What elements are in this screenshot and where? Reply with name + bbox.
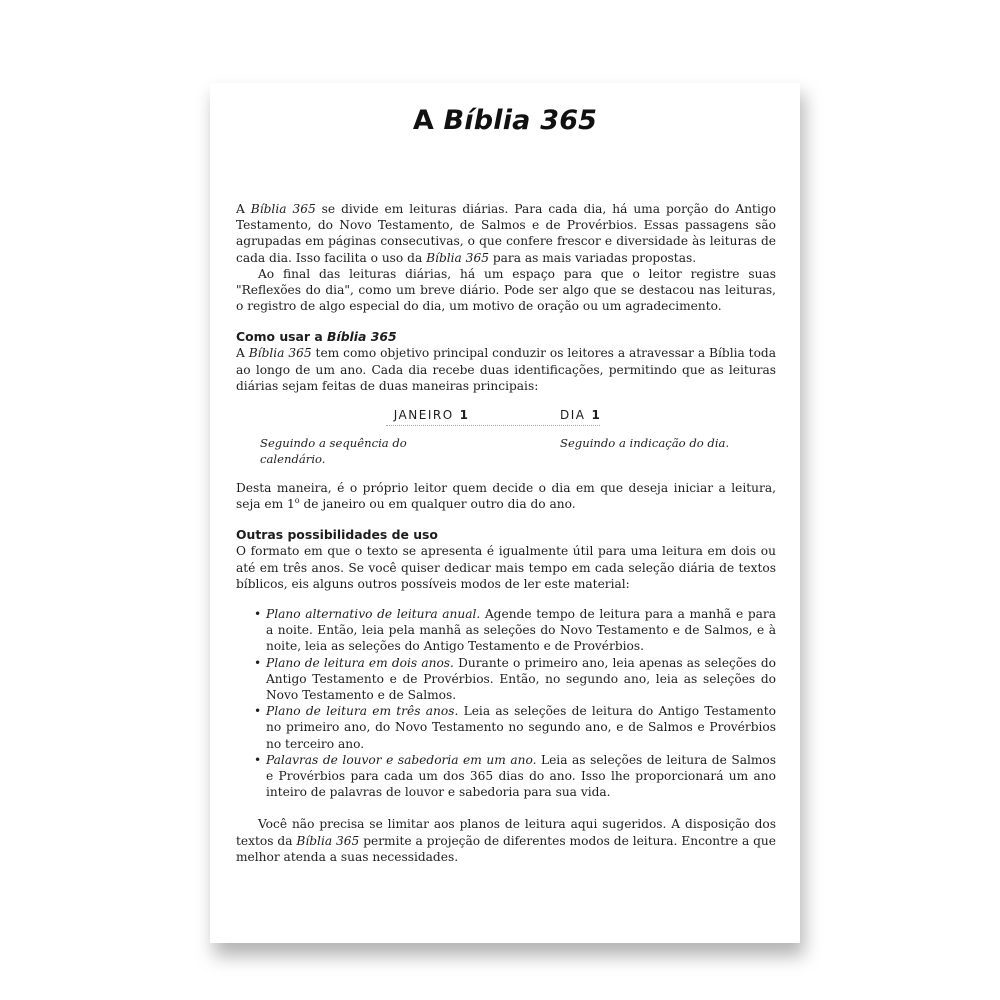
list-item: • Plano de leitura em dois anos. Durante o primeiro ano, leia apenas as seleções do Antigo Testamento e de Provérbios. Então, no segundo ano, leia as seleções do Novo Testamento e de Salmos.	[254, 655, 776, 703]
day-number-label: DIA 1	[560, 408, 600, 423]
other-uses-paragraph: O formato em que o texto se apresenta é igualmente útil para uma leitura em dois ou até em três anos. Se você quiser dedicar mais tempo em cada seleção diária de textos bíblicos, eis alguns outros possíveis modos de ler este material:	[236, 544, 776, 591]
start-day-paragraph: Desta maneira, é o próprio leitor quem decide o dia em que deseja iniciar a leitura, seja em 1$^o$ de janeiro ou em qualquer outro dia do ano.	[236, 481, 776, 512]
intro-paragraph-2: Ao final das leituras diárias, há um espaço para que o leitor registre suas "Reflexões do dia", como um breve diário. Pode ser algo que se destacou nas leituras, o registro de algo especial do dia, um motivo de oração ou um agradecimento.	[236, 266, 776, 314]
bullet-icon: •	[254, 704, 262, 719]
day-number-caption: Seguindo a indicação do dia.	[560, 436, 730, 451]
calendar-date-example	[236, 407, 506, 467]
bullet-icon: •	[254, 607, 262, 622]
day-number-example	[506, 407, 776, 467]
dotted-divider	[386, 425, 600, 426]
list-item: • Plano de leitura em três anos. Leia as seleções de leitura do Antigo Testamento no primeiro ano, do Novo Testamento no segundo ano, e de Salmos e Provérbios no terceiro ano.	[254, 704, 776, 751]
how-to-use-paragraph: A Bíblia 365 tem como objetivo principal conduzir os leitores a atravessar a Bíblia toda ao longo de um ano. Cada dia recebe duas identificações, permitindo que as leituras diárias sejam feitas de duas maneiras principais:	[236, 346, 776, 393]
list-item: • Plano alternativo de leitura anual. Agende tempo de leitura para a manhã e para a noite. Então, leia pela manhã as seleções do Novo Testamento e de Salmos, e à noite, leia as seleções do Antigo Testamento e de Provérbios.	[254, 607, 776, 654]
bullet-icon: •	[254, 655, 262, 670]
bullet-icon: •	[254, 752, 262, 767]
section-heading-how-to-use: Como usar a Bíblia 365	[236, 329, 397, 345]
page-title: A Bíblia 365	[412, 105, 598, 136]
closing-paragraph: Você não precisa se limitar aos planos de leitura aqui sugeridos. A disposição dos textos da Bíblia 365 permite a projeção de diferentes modos de leitura. Encontre a que melhor atenda a suas necessidades.	[236, 817, 776, 864]
intro-paragraph-1: A Bíblia 365 se divide em leituras diárias. Para cada dia, há uma porção do Antigo Testamento, do Novo Testamento, de Salmos e de Provérbios. Essas passagens são agrupadas em páginas consecutivas, o que confere frescor e diversidade às leituras de cada dia. Isso facilita o uso da Bíblia 365 para as mais variadas propostas.	[236, 202, 776, 265]
page-content	[236, 201, 776, 865]
date-examples	[236, 407, 776, 467]
reading-plans-list	[236, 606, 776, 800]
calendar-date-caption: Seguindo a sequência do calendário.	[260, 436, 407, 467]
list-item: • Palavras de louvor e sabedoria em um ano. Leia as seleções de leitura de Salmos e Provérbios para cada um dos 365 dias do ano. Isso lhe proporcionará um ano inteiro de palavras de louvor e sabedoria para sua vida.	[254, 752, 777, 800]
calendar-date-label: JANEIRO 1	[393, 408, 468, 423]
book-page	[210, 83, 800, 943]
section-heading-other-uses: Outras possibilidades de uso	[236, 527, 438, 543]
